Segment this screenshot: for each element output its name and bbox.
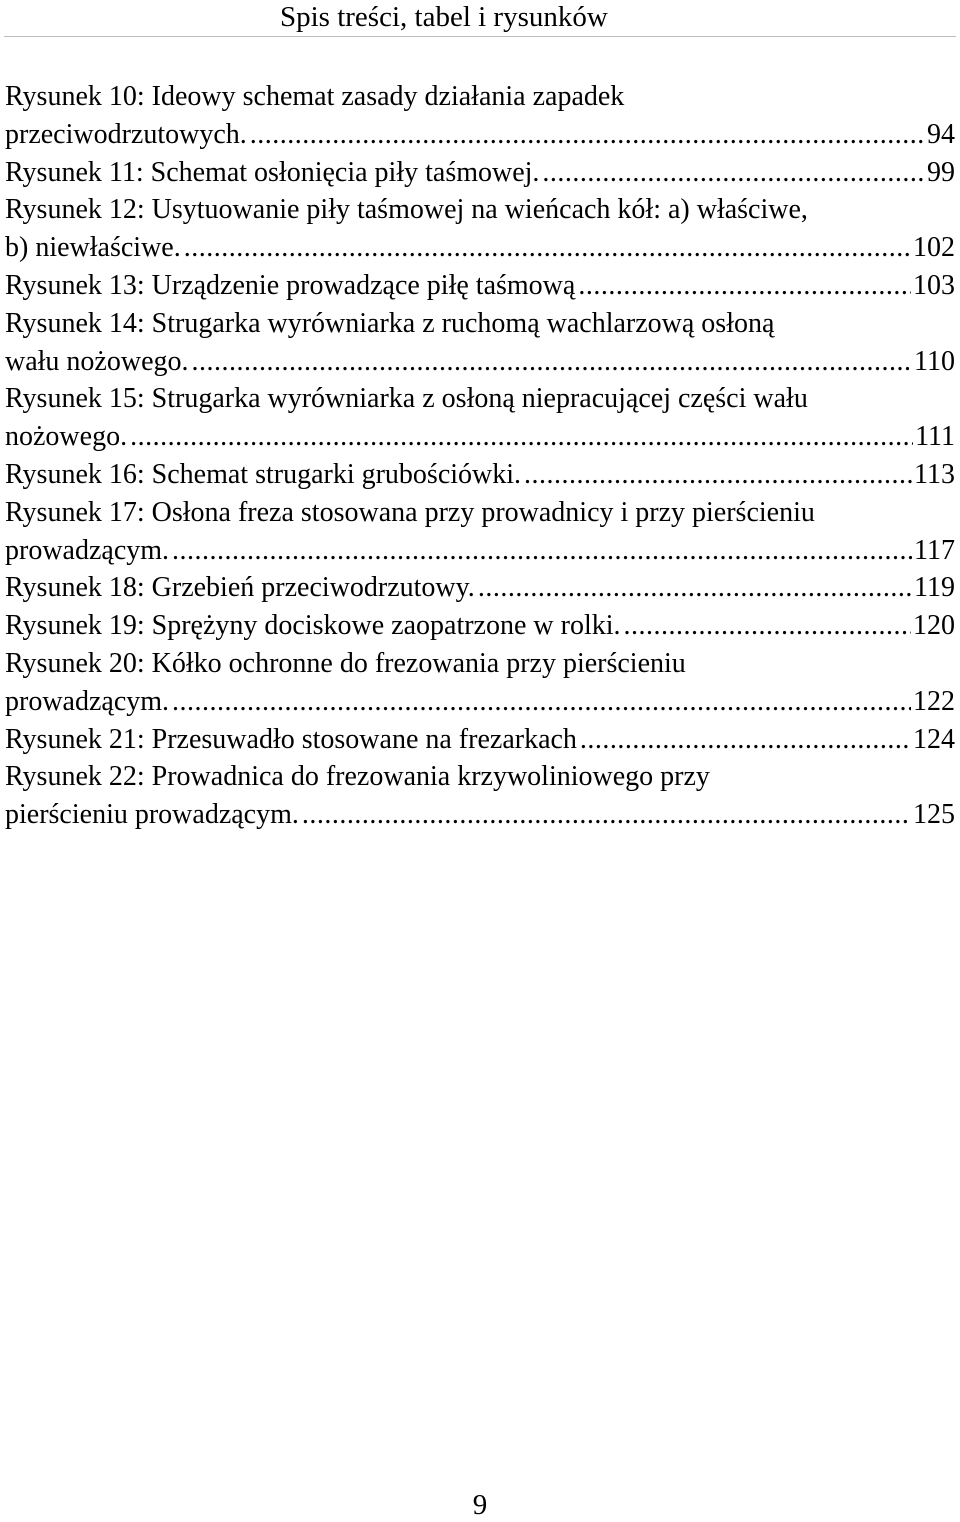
toc-entry-page: 122 xyxy=(913,685,955,717)
dot-leader xyxy=(172,683,911,721)
toc-entry[interactable] xyxy=(5,191,955,267)
page-number: 9 xyxy=(472,1489,488,1521)
toc-entry-title: pierścieniu prowadzącym. xyxy=(5,799,299,831)
toc-entry-title: Rysunek 21: Przesuwadło stosowane na frezarkach xyxy=(5,723,577,755)
dot-leader xyxy=(130,418,913,456)
toc-entry-title: wału nożowego. xyxy=(5,345,189,377)
toc-entry[interactable] xyxy=(5,645,955,721)
toc-entry[interactable] xyxy=(5,721,955,759)
toc-entry[interactable] xyxy=(5,305,955,381)
dot-leader xyxy=(172,532,912,570)
dot-leader xyxy=(192,343,913,381)
toc-entry-page: 94 xyxy=(927,118,955,150)
toc-entry-page: 124 xyxy=(913,723,955,755)
toc-entry[interactable] xyxy=(5,380,955,456)
toc-entry-title: nożowego. xyxy=(5,421,128,453)
toc-entry-title: prowadzącym. xyxy=(5,534,170,566)
toc-entry-first-line: Rysunek 20: Kółko ochronne do frezowania przy pierścieniu xyxy=(5,647,686,679)
toc-entry-first-line: Rysunek 12: Usytuowanie piły taśmowej na wieńcach kół: a) właściwe, xyxy=(5,194,808,226)
toc-entry-page: 125 xyxy=(913,799,955,831)
toc-entry[interactable] xyxy=(5,607,955,645)
toc-entry-page: 99 xyxy=(927,156,955,188)
dot-leader xyxy=(524,456,912,494)
toc-entry-first-line: Rysunek 10: Ideowy schemat zasady działania zapadek xyxy=(5,81,625,112)
dot-leader xyxy=(250,116,925,154)
page-title: Spis treści, tabel i rysunków xyxy=(280,1,608,33)
toc-entry-first-line: Rysunek 14: Strugarka wyrówniarka z ruchomą wachlarzową osłoną xyxy=(5,307,775,339)
toc-entry-first-line: Rysunek 15: Strugarka wyrówniarka z osłoną niepracującej części wału xyxy=(5,383,808,415)
toc-entry-title: b) niewłaściwe. xyxy=(5,232,181,264)
toc-entry-page: 119 xyxy=(914,572,955,604)
toc-entry-page: 113 xyxy=(914,458,955,490)
dot-leader xyxy=(542,154,925,192)
toc-entry-page: 117 xyxy=(914,534,955,566)
toc-entry-page: 103 xyxy=(913,269,955,301)
toc-entry-title: Rysunek 18: Grzebień przeciwodrzutowy. xyxy=(5,572,475,604)
toc-entry-first-line: Rysunek 17: Osłona freza stosowana przy prowadnicy i przy pierścieniu xyxy=(5,496,815,528)
toc-entry-page: 102 xyxy=(913,232,955,264)
toc-entry[interactable] xyxy=(5,154,955,192)
dot-leader xyxy=(578,267,911,305)
toc-entry[interactable] xyxy=(5,267,955,305)
toc-entry[interactable] xyxy=(5,758,955,834)
toc-entry-title: Rysunek 13: Urządzenie prowadzące piłę taśmową xyxy=(5,269,576,301)
toc-entry[interactable] xyxy=(5,456,955,494)
page-header xyxy=(0,0,960,36)
toc-entry-page: 110 xyxy=(914,345,955,377)
toc-entry-title: prowadzącym. xyxy=(5,685,170,717)
toc-entry-first-line: Rysunek 22: Prowadnica do frezowania krzywoliniowego przy xyxy=(5,761,710,793)
dot-leader xyxy=(624,607,911,645)
toc-entry-page: 120 xyxy=(913,610,955,642)
toc-entry[interactable] xyxy=(5,78,955,154)
header-divider xyxy=(4,36,956,37)
toc-entry[interactable] xyxy=(5,569,955,607)
dot-leader xyxy=(302,796,911,834)
dot-leader xyxy=(580,721,911,759)
toc-entry[interactable] xyxy=(5,494,955,570)
toc-entry-title: przeciwodrzutowych. xyxy=(5,118,247,150)
toc-entry-title: Rysunek 11: Schemat osłonięcia piły taśmowej. xyxy=(5,156,540,188)
toc-entry-title: Rysunek 16: Schemat strugarki grubościówki. xyxy=(5,458,522,490)
toc-entry-page: 111 xyxy=(915,421,955,453)
dot-leader xyxy=(478,569,912,607)
dot-leader xyxy=(184,229,911,267)
toc-entry-title: Rysunek 19: Sprężyny dociskowe zaopatrzone w rolki. xyxy=(5,610,621,642)
figure-list xyxy=(5,78,955,834)
